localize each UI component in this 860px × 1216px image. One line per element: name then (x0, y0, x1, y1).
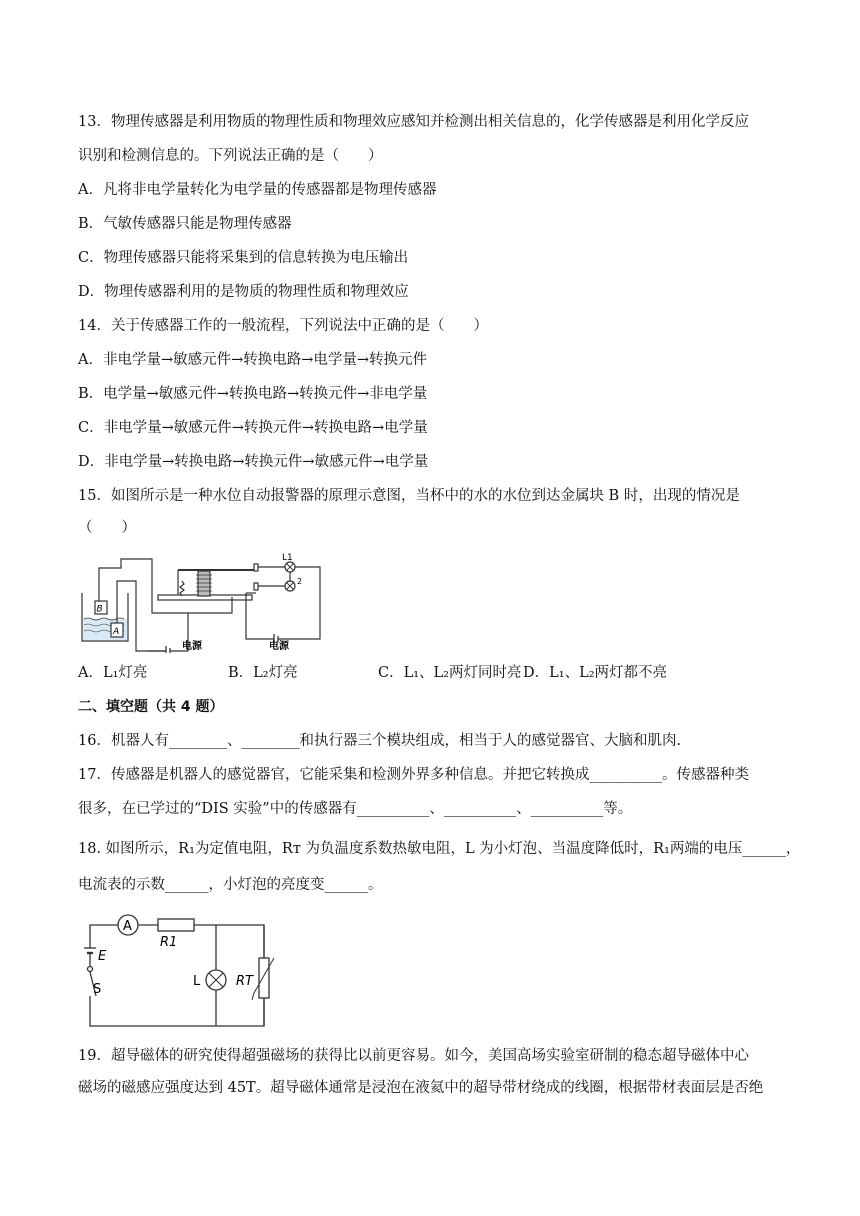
water-level-alarm-diagram (78, 553, 328, 653)
label-power-1: 电源 (182, 641, 202, 652)
label-r1: R1 (160, 935, 178, 950)
q19-line-2: 磁场的磁感应强度达到 45T。超导磁体通常是浸泡在液氦中的超导带材绕成的线圈，根据带材表面层是否绝 (78, 1080, 764, 1096)
spring (180, 581, 184, 596)
section-2-heading: 二、填空题（共 4 题） (78, 699, 224, 715)
q14-option-c: C．非电学量→敏感元件→转换元件→转换电路→电学量 (78, 420, 428, 436)
q15-options (78, 663, 798, 683)
q15-option-c: C．L₁、L₂两灯同时亮 (378, 665, 522, 681)
label-ammeter: A (123, 919, 132, 934)
q13-stem-line-1: 13．物理传感器是利用物质的物理性质和物理效应感知并检测出相关信息的，化学传感器是利用化学反应 (78, 114, 749, 130)
label-a: A (113, 627, 120, 637)
q15-option-a: A．L₁灯亮 (78, 665, 148, 681)
thermistor-rt (259, 958, 269, 998)
q14-option-b: B．电学量→敏感元件→转换电路→转换元件→非电学量 (78, 386, 428, 402)
label-l: L (193, 974, 201, 989)
label-l2: 2 (297, 577, 303, 586)
q18-line-2: 电流表的示数______，小灯泡的亮度变______。 (78, 877, 383, 893)
q16-text: 16．机器人有________、________和执行器三个模块组成，相当于人的感觉器官、大脑和肌肉. (78, 733, 682, 749)
q15-option-b: B．L₂灯亮 (228, 665, 298, 681)
battery-1 (166, 646, 170, 653)
q13-option-b: B．气敏传感器只能是物理传感器 (78, 216, 292, 232)
q17-line-1: 17．传感器是机器人的感觉器官，它能采集和检测外界多种信息。并把它转换成__________。传感器种类 (78, 767, 749, 783)
q19-line-1: 19．超导磁体的研究使得超强磁场的获得比以前更容易。如今，美国高场实验室研制的稳态超导磁体中心 (78, 1048, 749, 1064)
thermistor-circuit-diagram (82, 908, 282, 1030)
label-l1: L1 (282, 553, 293, 563)
q13-option-c: C．物理传感器只能将采集到的信息转换为电压输出 (78, 250, 409, 266)
q14-option-d: D．非电学量→转换电路→转换元件→敏感元件→电学量 (78, 454, 429, 470)
q15-option-d: D．L₁、L₂两灯都不亮 (523, 665, 668, 681)
q13-option-a: A．凡将非电学量转化为电学量的传感器都是物理传感器 (78, 182, 437, 198)
resistor-r1 (158, 919, 194, 931)
q14-option-a: A．非电学量→敏感元件→转换电路→电学量→转换元件 (78, 352, 428, 368)
q15-stem-line-1: 15．如图所示是一种水位自动报警器的原理示意图，当杯中的水的水位到达金属块 B 时，出现的情况是 (78, 488, 740, 504)
q14-stem: 14．关于传感器工作的一般流程，下列说法中正确的是（ ） (78, 318, 488, 334)
q17-line-2: 很多，在已学过的“DIS 实验”中的传感器有__________、__________、__________等。 (78, 801, 633, 817)
label-e: E (98, 949, 107, 964)
q13-stem-line-2: 识别和检测信息的。下列说法正确的是（ ） (78, 148, 383, 164)
label-b: B (96, 604, 103, 615)
label-rt: RT (236, 974, 253, 989)
q13-option-d: D．物理传感器利用的是物质的物理性质和物理效应 (78, 284, 409, 300)
q18-line-1: 18. 如图所示，R₁为定值电阻，Rᴛ 为负温度系数热敏电阻，L 为小灯泡、当温度降低时，R₁两端的电压______， (78, 841, 801, 857)
q15-stem-line-2: （ ） (78, 520, 136, 536)
label-s: S (93, 982, 102, 997)
switch-s (88, 967, 93, 972)
label-power-2: 电源 (269, 641, 289, 652)
